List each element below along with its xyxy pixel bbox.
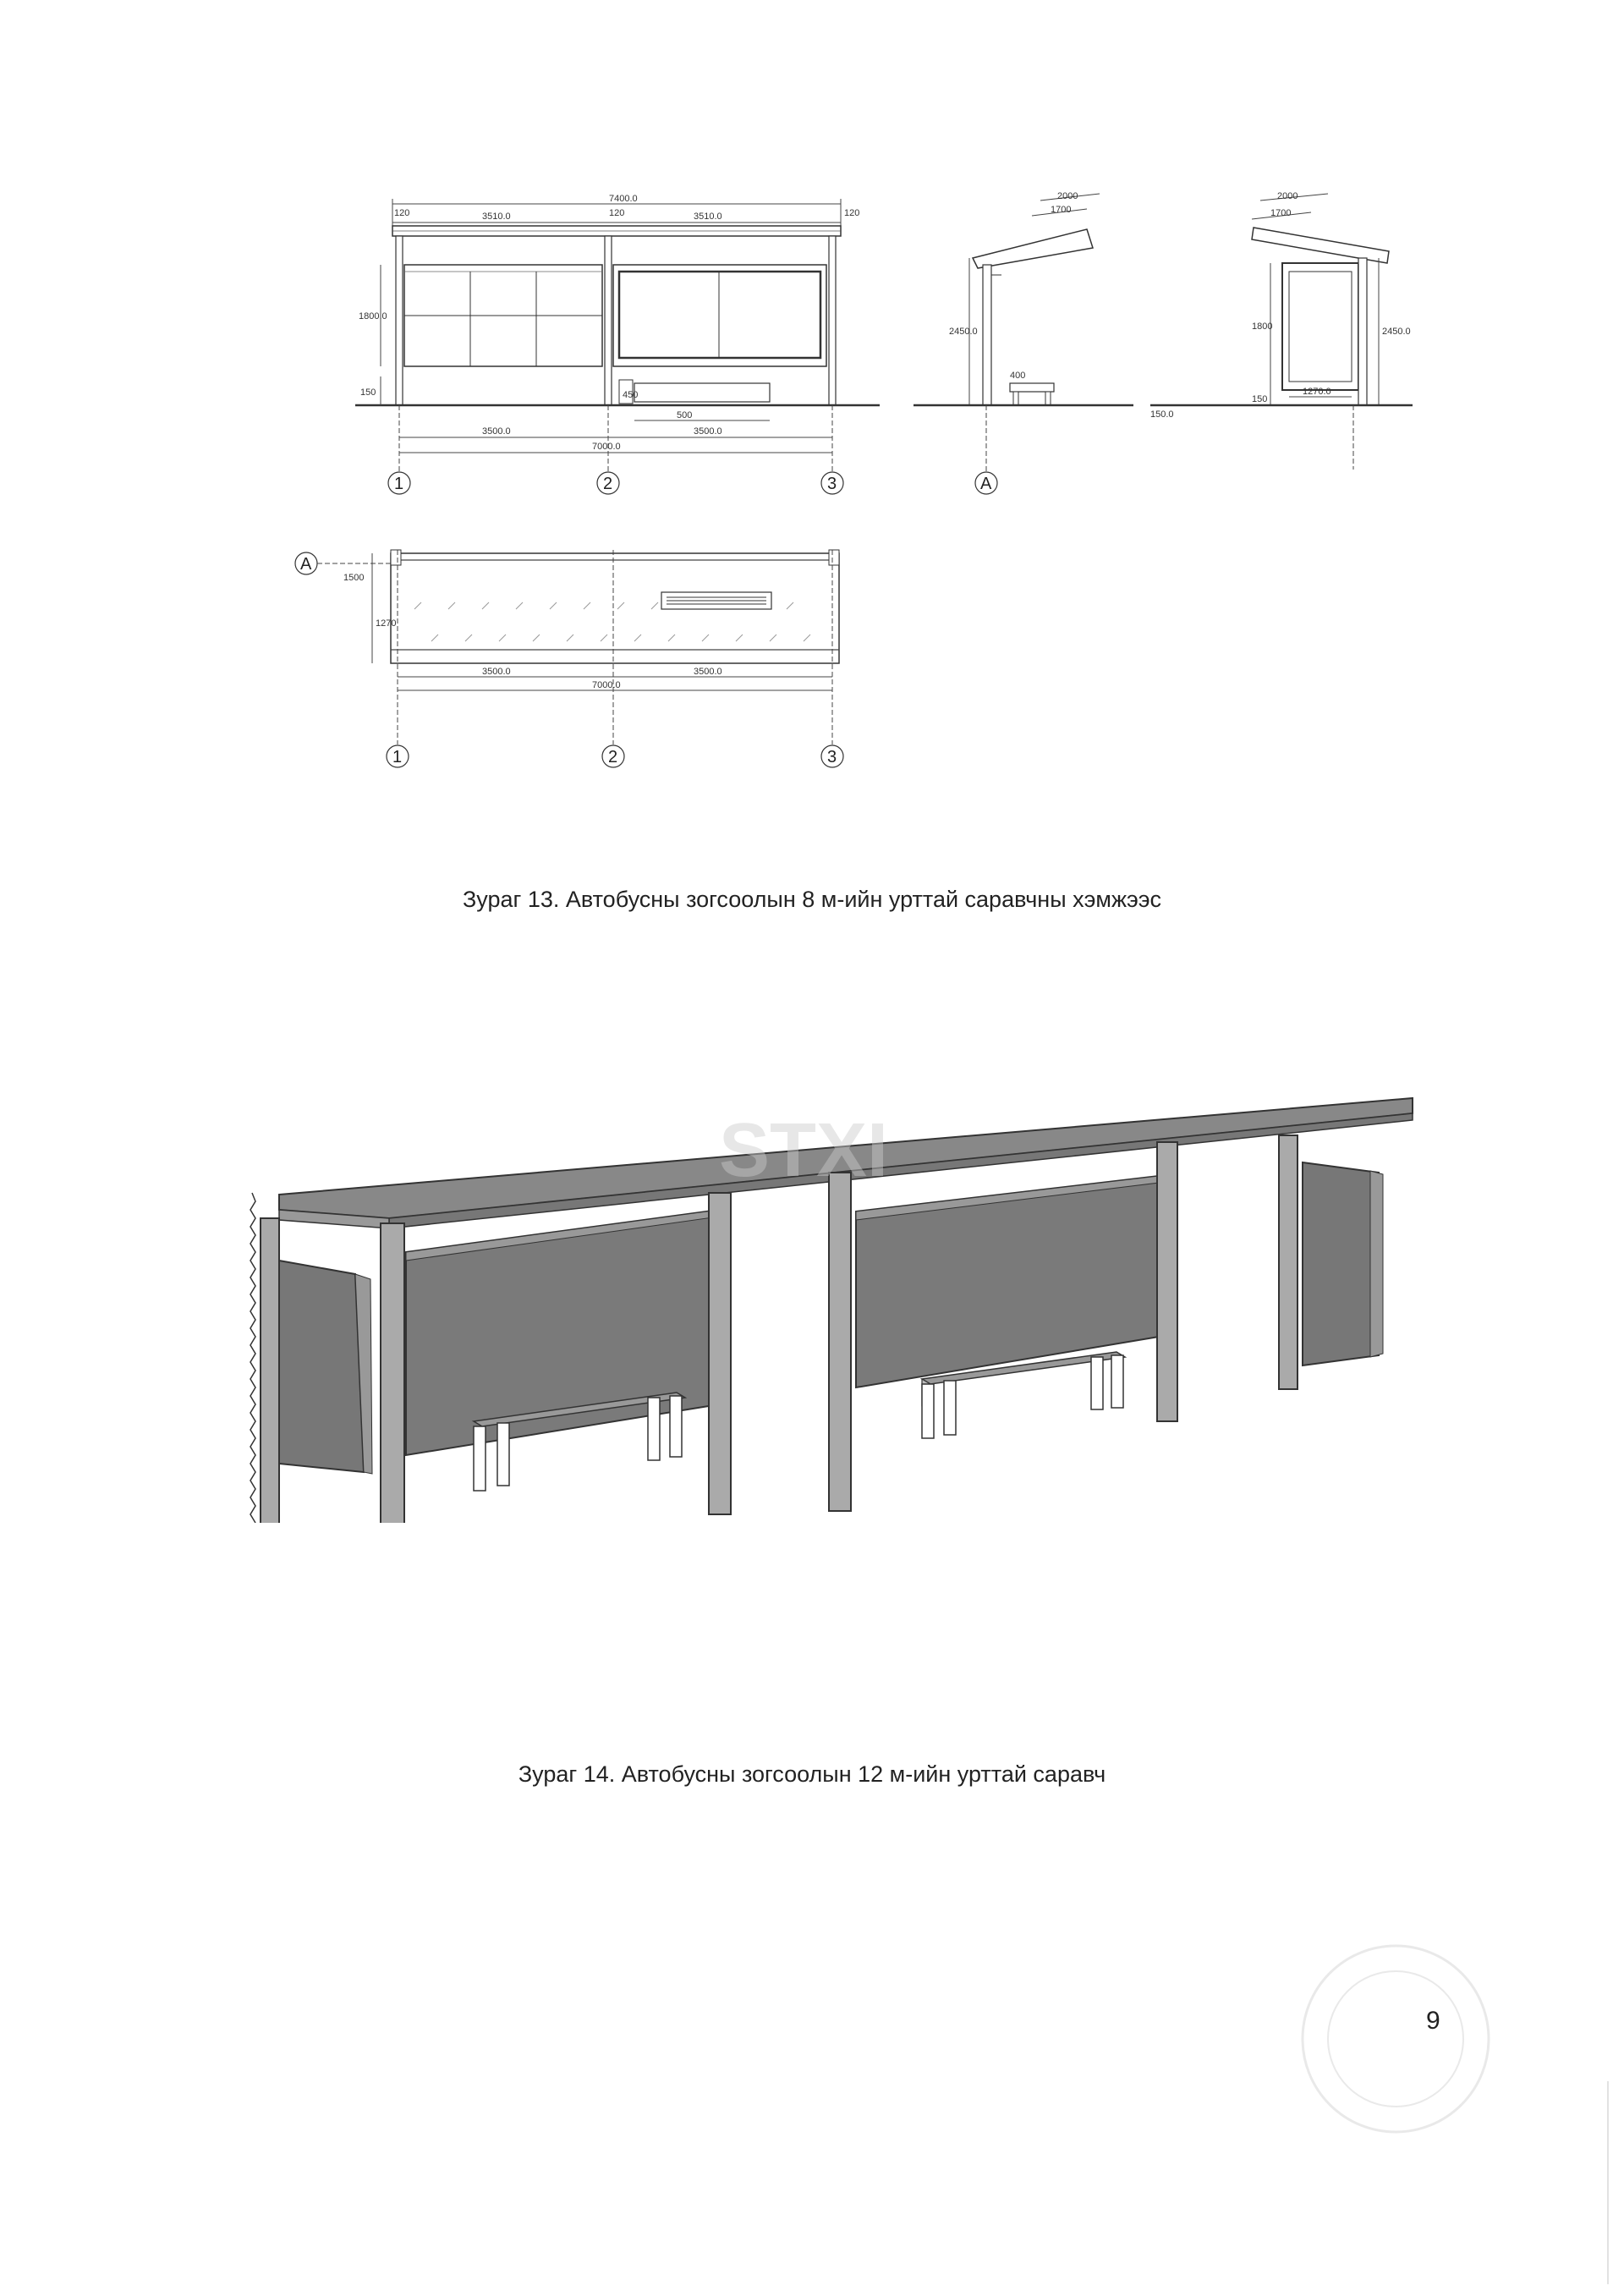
section-dim-roof-inner: 1700 bbox=[1270, 208, 1292, 218]
figure14-caption: Зураг 14. Автобусны зогсоолын 12 м-ийн урттай саравч bbox=[518, 1761, 1106, 1787]
dim-right: 3510.0 bbox=[694, 212, 722, 222]
plan-dim-inner: 1270 bbox=[376, 618, 397, 629]
axis-1: 1 bbox=[394, 475, 404, 493]
section-dim-roof: 2000 bbox=[1277, 191, 1298, 201]
side-elevation-drawing bbox=[914, 190, 1133, 512]
dim-end-left: 120 bbox=[394, 208, 410, 218]
dim-bottom-total: 7000.0 bbox=[592, 442, 621, 452]
dim-bench-height: 450 bbox=[623, 390, 639, 400]
section-dim-width: 1270.0 bbox=[1303, 387, 1331, 397]
side-dim-roof-inner: 1700 bbox=[1051, 205, 1072, 215]
dim-bottom-right: 3500.0 bbox=[694, 426, 722, 437]
axis-3: 3 bbox=[827, 475, 837, 493]
side-dim-roof: 2000 bbox=[1057, 191, 1078, 201]
plan-axis-a: A bbox=[300, 555, 312, 574]
dim-total: 7400.0 bbox=[609, 194, 638, 204]
side-dim-height: 2450.0 bbox=[949, 327, 978, 337]
dim-left: 3510.0 bbox=[482, 212, 511, 222]
section-dim-height: 2450.0 bbox=[1382, 327, 1411, 337]
plan-axis-2: 2 bbox=[608, 748, 618, 766]
scan-edge-line bbox=[1607, 2081, 1609, 2284]
section-view-drawing bbox=[1150, 190, 1421, 512]
page-number: 9 bbox=[1426, 2007, 1440, 2035]
watermark: STXI bbox=[719, 1108, 889, 1193]
dim-bottom-left: 3500.0 bbox=[482, 426, 511, 437]
side-dim-bench: 400 bbox=[1010, 371, 1026, 381]
section-dim-base: 150 bbox=[1252, 394, 1268, 404]
dim-end-right: 120 bbox=[844, 208, 860, 218]
dim-base: 150 bbox=[360, 387, 376, 398]
plan-view-drawing bbox=[288, 541, 880, 787]
plan-dim-left: 3500.0 bbox=[482, 667, 511, 677]
section-dim-ground: 150.0 bbox=[1150, 409, 1174, 420]
plan-axis-1: 1 bbox=[392, 748, 403, 766]
axis-2: 2 bbox=[603, 475, 613, 493]
plan-dim-depth: 1500 bbox=[343, 573, 365, 583]
section-dim-panel: 1800 bbox=[1252, 321, 1273, 332]
plan-axis-3: 3 bbox=[827, 748, 837, 766]
figure13-caption: Зураг 13. Автобусны зогсоолын 8 м-ийн урттай саравчны хэмжээс bbox=[462, 887, 1162, 912]
plan-dim-total: 7000.0 bbox=[592, 680, 621, 690]
plan-dim-right: 3500.0 bbox=[694, 667, 722, 677]
stamp-mark bbox=[1269, 1929, 1522, 2149]
dim-bench-seat: 500 bbox=[677, 410, 693, 420]
dim-panel-height: 1800.0 bbox=[359, 311, 387, 321]
bus-shelter-3d-drawing bbox=[245, 1083, 1429, 1523]
side-axis-a: A bbox=[980, 475, 992, 493]
dim-mid: 120 bbox=[609, 208, 625, 218]
front-elevation-drawing bbox=[355, 190, 880, 512]
